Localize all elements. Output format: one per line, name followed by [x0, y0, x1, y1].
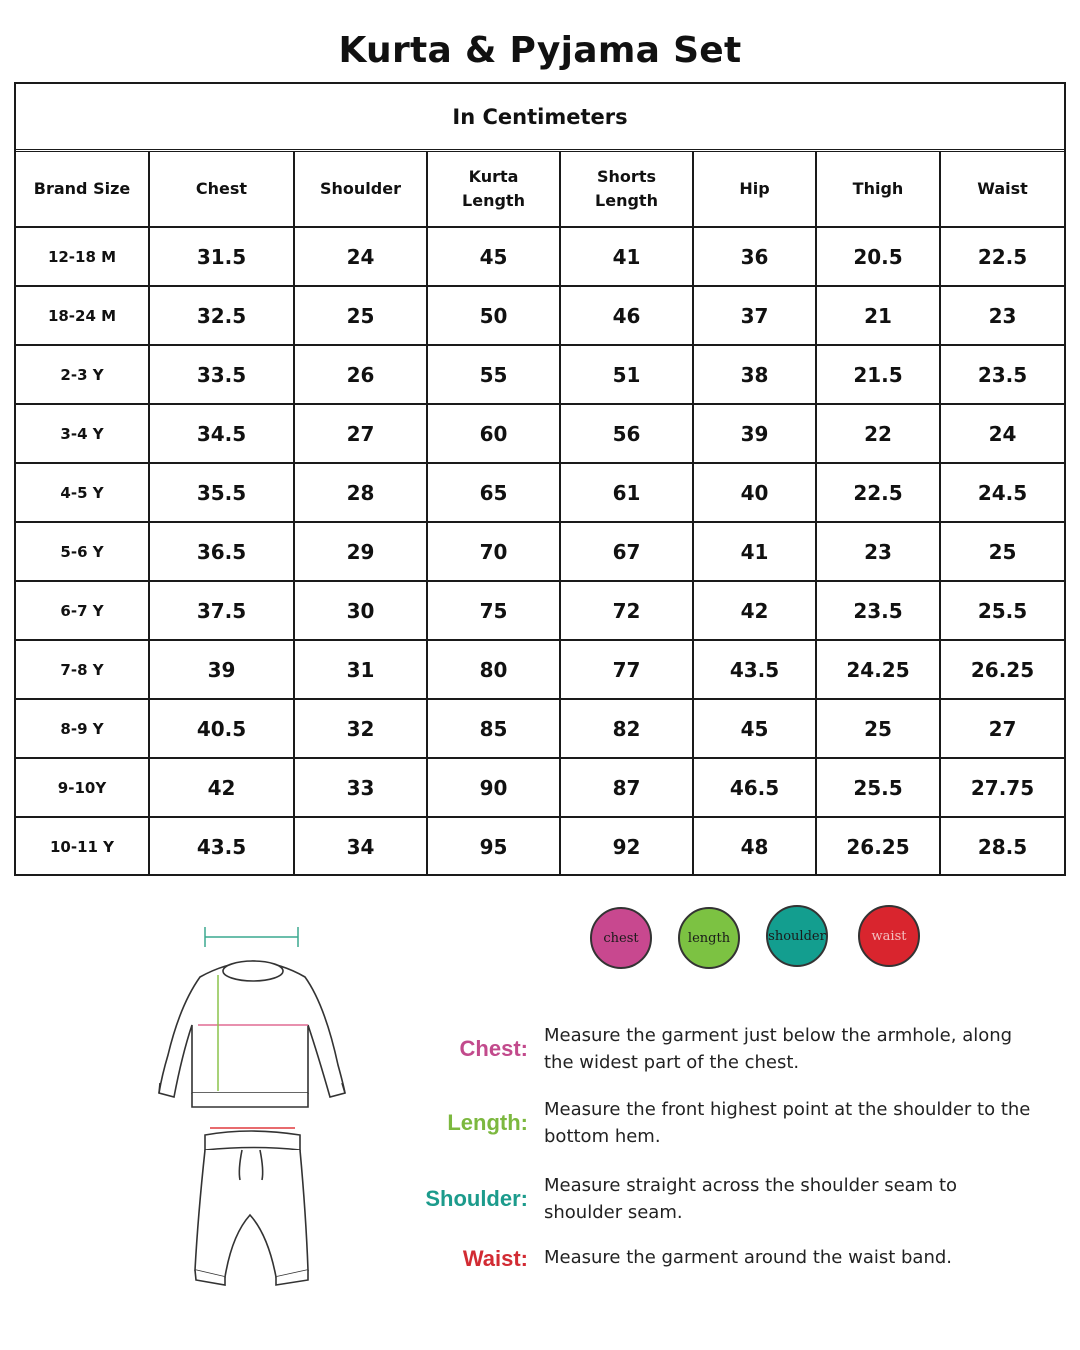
measurement-cell: 42	[693, 581, 816, 640]
table-row	[16, 817, 1064, 875]
unit-label: In Centimeters	[16, 84, 1064, 152]
table-row	[16, 227, 1064, 286]
table-row	[16, 522, 1064, 581]
measurement-cell: 32.5	[149, 286, 294, 345]
measurement-cell: 27.75	[940, 758, 1064, 817]
measurement-cell: 21	[816, 286, 940, 345]
measurement-cell: 85	[427, 699, 560, 758]
measurement-cell: 50	[427, 286, 560, 345]
column-header-line: Kurta	[468, 167, 519, 186]
measurement-cell: 43.5	[693, 640, 816, 699]
measurement-cell: 23	[816, 522, 940, 581]
measurement-cell: 56	[560, 404, 693, 463]
measurement-cell: 25	[816, 699, 940, 758]
measurement-cell: 55	[427, 345, 560, 404]
measurement-cell: 33	[294, 758, 427, 817]
measurement-cell: 31.5	[149, 227, 294, 286]
definition-text: Measure the front highest point at the shoulder to the bottom hem.	[544, 1099, 1031, 1147]
definition-label: Chest:	[459, 1036, 528, 1061]
measurement-cell: 77	[560, 640, 693, 699]
measurement-cell: 46	[560, 286, 693, 345]
definition-label: Shoulder:	[425, 1186, 528, 1211]
measurement-cell: 25.5	[940, 581, 1064, 640]
measurement-cell: 28.5	[940, 817, 1064, 875]
measurement-cell: 20.5	[816, 227, 940, 286]
measurement-cell: 92	[560, 817, 693, 875]
shoulder-measure-line	[205, 927, 298, 947]
measurement-cell: 65	[427, 463, 560, 522]
measurement-cell: 24.25	[816, 640, 940, 699]
measurement-cell: 82	[560, 699, 693, 758]
legend-label: chest	[603, 930, 639, 946]
measurement-cell: 25	[940, 522, 1064, 581]
legend-dot-waist	[858, 905, 920, 967]
brand-size-cell: 2-3 Y	[16, 345, 149, 404]
size-table	[16, 152, 1064, 875]
measurement-cell: 21.5	[816, 345, 940, 404]
measurement-cell: 26	[294, 345, 427, 404]
measurement-cell: 29	[294, 522, 427, 581]
measurement-cell: 30	[294, 581, 427, 640]
measurement-cell: 40.5	[149, 699, 294, 758]
brand-size-cell: 3-4 Y	[16, 404, 149, 463]
measurement-cell: 24	[294, 227, 427, 286]
measurement-cell: 46.5	[693, 758, 816, 817]
size-chart-table	[14, 82, 1066, 876]
measurement-cell: 37.5	[149, 581, 294, 640]
measurement-cell: 24.5	[940, 463, 1064, 522]
measurement-cell: 87	[560, 758, 693, 817]
brand-size-cell: 9-10Y	[16, 758, 149, 817]
column-header	[940, 152, 1064, 227]
table-row	[16, 699, 1064, 758]
pyjama-outline	[195, 1131, 308, 1285]
column-header-line: Length	[595, 191, 658, 210]
column-header	[294, 152, 427, 227]
column-header	[693, 152, 816, 227]
column-header	[816, 152, 940, 227]
brand-size-cell: 12-18 M	[16, 227, 149, 286]
measurement-cell: 22	[816, 404, 940, 463]
brand-size-cell: 4-5 Y	[16, 463, 149, 522]
definition-text: Measure the garment around the waist band.	[544, 1247, 953, 1268]
page-title: Kurta & Pyjama Set	[338, 30, 742, 71]
measurement-cell: 48	[693, 817, 816, 875]
measurement-cell: 39	[149, 640, 294, 699]
column-header	[149, 152, 294, 227]
measurement-cell: 25	[294, 286, 427, 345]
column-header	[16, 152, 149, 227]
table-header-row	[16, 152, 1064, 227]
definition-label: Waist:	[462, 1246, 528, 1271]
measurement-cell: 40	[693, 463, 816, 522]
brand-size-cell: 18-24 M	[16, 286, 149, 345]
column-header-line: Waist	[977, 179, 1028, 198]
brand-size-cell: 7-8 Y	[16, 640, 149, 699]
measurement-cell: 60	[427, 404, 560, 463]
legend-dot-chest	[590, 907, 652, 969]
table-row	[16, 404, 1064, 463]
measurement-cell: 70	[427, 522, 560, 581]
measurement-cell: 42	[149, 758, 294, 817]
brand-size-cell: 5-6 Y	[16, 522, 149, 581]
measurement-cell: 39	[693, 404, 816, 463]
kurta-pyjama-outline-icon	[150, 915, 360, 1290]
brand-size-cell: 8-9 Y	[16, 699, 149, 758]
column-header-line: Chest	[195, 179, 248, 198]
table-row	[16, 758, 1064, 817]
measurement-cell: 23.5	[940, 345, 1064, 404]
column-header-line: Length	[462, 191, 525, 210]
measurement-cell: 26.25	[940, 640, 1064, 699]
measurement-cell: 72	[560, 581, 693, 640]
column-header-line: Hip	[739, 179, 770, 198]
table-body	[16, 227, 1064, 875]
measurement-cell: 36	[693, 227, 816, 286]
column-header-line: Thigh	[852, 179, 904, 198]
measurement-cell: 24	[940, 404, 1064, 463]
measurement-cell: 23	[940, 286, 1064, 345]
legend-dot-length	[678, 907, 740, 969]
legend-label: shoulder	[768, 928, 826, 944]
column-header	[560, 152, 693, 227]
measurement-cell: 45	[427, 227, 560, 286]
table-row	[16, 640, 1064, 699]
legend-label: length	[687, 930, 731, 946]
brand-size-cell: 10-11 Y	[16, 817, 149, 875]
measurement-cell: 37	[693, 286, 816, 345]
legend-dot-shoulder	[766, 905, 828, 967]
measurement-cell: 41	[693, 522, 816, 581]
column-header-line: Shorts	[597, 167, 656, 186]
measurement-cell: 35.5	[149, 463, 294, 522]
column-header-line: Shoulder	[320, 179, 401, 198]
brand-size-cell: 6-7 Y	[16, 581, 149, 640]
measurement-cell: 26.25	[816, 817, 940, 875]
measurement-cell: 95	[427, 817, 560, 875]
column-header-line: Brand Size	[33, 179, 131, 198]
measurement-cell: 22.5	[940, 227, 1064, 286]
column-header	[427, 152, 560, 227]
table-row	[16, 581, 1064, 640]
measurement-cell: 33.5	[149, 345, 294, 404]
measurement-cell: 80	[427, 640, 560, 699]
measurement-cell: 61	[560, 463, 693, 522]
measurement-cell: 27	[940, 699, 1064, 758]
measurement-cell: 51	[560, 345, 693, 404]
measurement-cell: 27	[294, 404, 427, 463]
definition-text: Measure straight across the shoulder seam to shoulder seam.	[544, 1175, 958, 1223]
table-row	[16, 345, 1064, 404]
table-row	[16, 463, 1064, 522]
measurement-cell: 31	[294, 640, 427, 699]
color-legend	[588, 905, 933, 975]
measurement-cell: 41	[560, 227, 693, 286]
legend-label: waist	[871, 928, 907, 944]
measurement-cell: 23.5	[816, 581, 940, 640]
measurement-cell: 43.5	[149, 817, 294, 875]
measurement-cell: 32	[294, 699, 427, 758]
definition-label: Length:	[447, 1110, 528, 1135]
measurement-cell: 22.5	[816, 463, 940, 522]
measurement-cell: 38	[693, 345, 816, 404]
measurement-cell: 67	[560, 522, 693, 581]
measurement-cell: 75	[427, 581, 560, 640]
measurement-cell: 28	[294, 463, 427, 522]
measurement-cell: 90	[427, 758, 560, 817]
measurement-cell: 34.5	[149, 404, 294, 463]
measurement-cell: 45	[693, 699, 816, 758]
measurement-cell: 36.5	[149, 522, 294, 581]
measurement-cell: 25.5	[816, 758, 940, 817]
table-row	[16, 286, 1064, 345]
measurement-cell: 34	[294, 817, 427, 875]
definition-text: Measure the garment just below the armhole, along the widest part of the chest.	[544, 1025, 1013, 1073]
top-outline	[159, 961, 345, 1107]
